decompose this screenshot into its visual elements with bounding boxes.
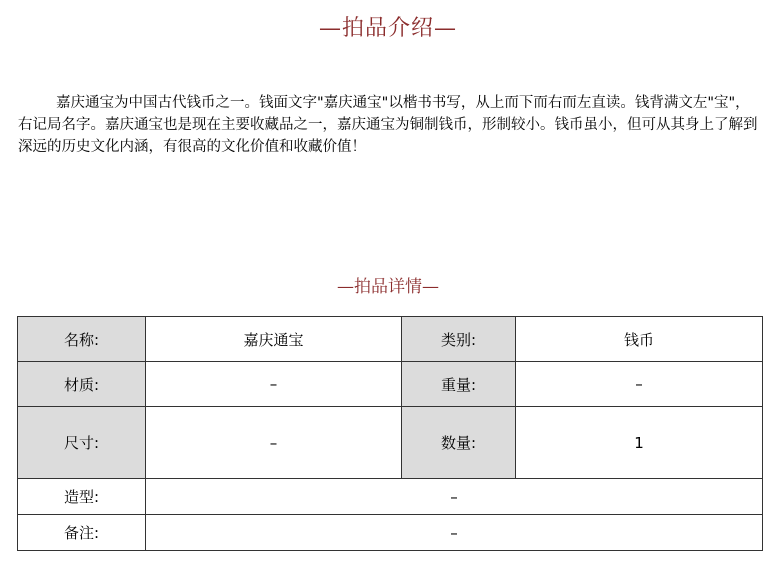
note-value: –	[146, 515, 763, 551]
weight-value: –	[516, 362, 763, 407]
material-label: 材质:	[18, 362, 146, 407]
category-label: 类别:	[402, 317, 516, 362]
name-label: 名称:	[18, 317, 146, 362]
table-row	[18, 479, 763, 515]
note-label: 备注:	[18, 515, 146, 551]
shape-value: –	[146, 479, 763, 515]
intro-title: —拍品介绍—	[318, 16, 457, 41]
details-table	[17, 316, 763, 551]
table-row	[18, 362, 763, 407]
name-value: 嘉庆通宝	[146, 317, 402, 362]
table-row	[18, 407, 763, 479]
table-row	[18, 317, 763, 362]
size-label: 尺寸:	[18, 407, 146, 479]
shape-label: 造型:	[18, 479, 146, 515]
weight-label: 重量:	[402, 362, 516, 407]
category-value: 钱币	[516, 317, 763, 362]
details-title: —拍品详情—	[337, 277, 439, 297]
intro-paragraph: 嘉庆通宝为中国古代钱币之一。钱面文字"嘉庆通宝"以楷书书写，从上而下而右而左直读。钱背满文左"宝"，右记局名字。嘉庆通宝也是现在主要收藏品之一，嘉庆通宝为铜制钱币，形制较小。钱币虽小，但可从其身上了解到深远的历史文化内涵，有很高的文化价值和收藏价值！	[18, 95, 758, 155]
material-value: –	[146, 362, 402, 407]
size-value: –	[146, 407, 402, 479]
quantity-value: 1	[516, 407, 763, 479]
quantity-label: 数量:	[402, 407, 516, 479]
table-row	[18, 515, 763, 551]
